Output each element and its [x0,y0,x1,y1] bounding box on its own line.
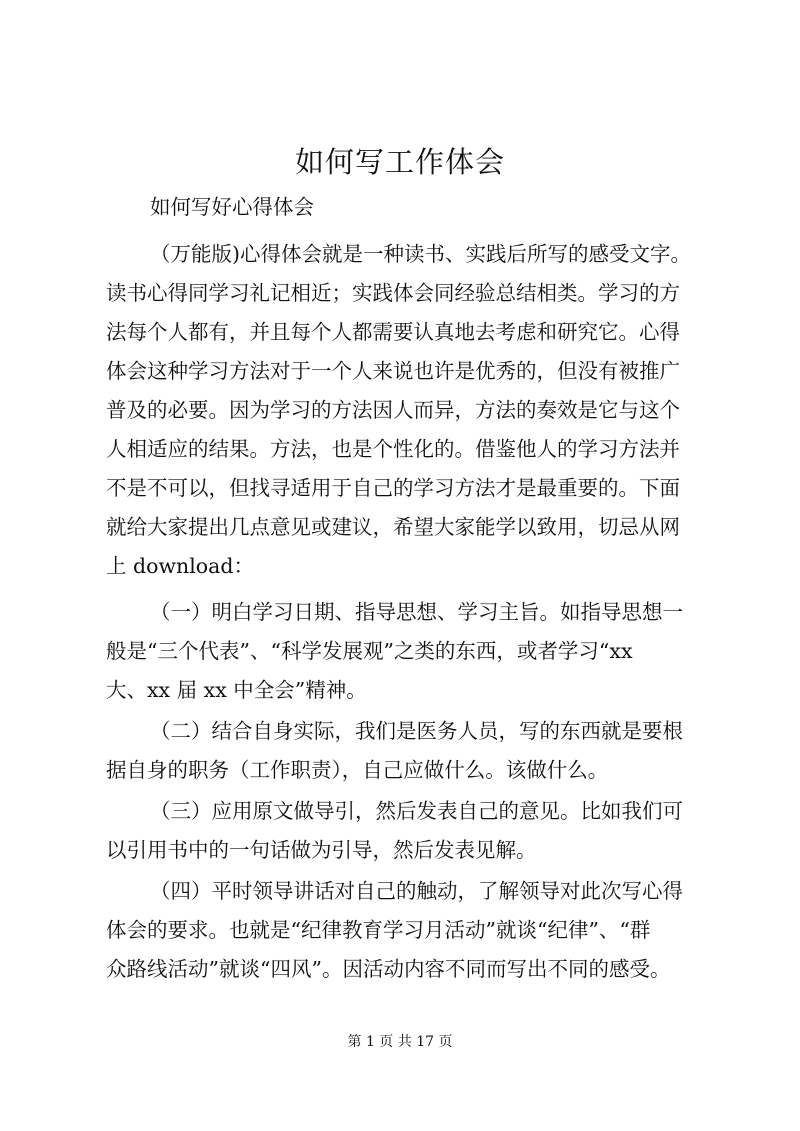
body-line: 普及的必要。因为学习的方法因人而异，方法的奏效是它与这个 [106,398,680,422]
body-line: 不是不可以，但找寻适用于自己的学习方法才是最重要的。下面 [106,476,680,500]
body-line: 据自身的职务（工作职责），自己应做什么。该做什么。 [106,758,609,782]
body-line: 读书心得同学习礼记相近；实践体会同经验总结相类。学习的方 [106,281,680,305]
body-line: 就给大家提出几点意见或建议，希望大家能学以致用，切忌从网 [106,515,680,539]
body-line: （万能版)心得体会就是一种读书、实践后所写的感受文字。 [150,242,691,266]
body-line: （四）平时领导讲话对自己的触动，了解领导对此次写心得 [150,879,683,903]
body-line: （一）明白学习日期、指导思想、学习主旨。如指导思想一 [150,600,683,624]
body-line: 体会的要求。也就是“纪律教育学习月活动”就谈“纪律”、“群 [106,918,651,942]
page-footer: 第 1 页 共 17 页 [347,1034,453,1050]
body-line: 法每个人都有，并且每个人都需要认真地去考虑和研究它。心得 [106,320,680,344]
body-line: 众路线活动”就谈“四风”。因活动内容不同而写出不同的感受。 [106,957,671,981]
body-line: 以引用书中的一句话做为引导，然后发表见解。 [106,838,537,862]
body-line: 人相适应的结果。方法，也是个性化的。借鉴他人的学习方法并 [106,437,680,461]
body-line: （二）结合自身实际，我们是医务人员，写的东西就是要根 [150,719,683,743]
document-title: 如何写工作体会 [294,145,505,179]
document-subtitle: 如何写好心得体会 [150,195,314,219]
body-line: 般是“三个代表”、“科学发展观”之类的东西，或者学习“xx [106,639,633,663]
body-line: 体会这种学习方法对于一个人来说也许是优秀的，但没有被推广 [106,359,680,383]
body-line: 上 download： [106,554,254,578]
body-line: 大、xx 届 xx 中全会”精神。 [106,678,367,702]
body-line: （三）应用原文做导引，然后发表自己的意见。比如我们可 [150,799,683,823]
